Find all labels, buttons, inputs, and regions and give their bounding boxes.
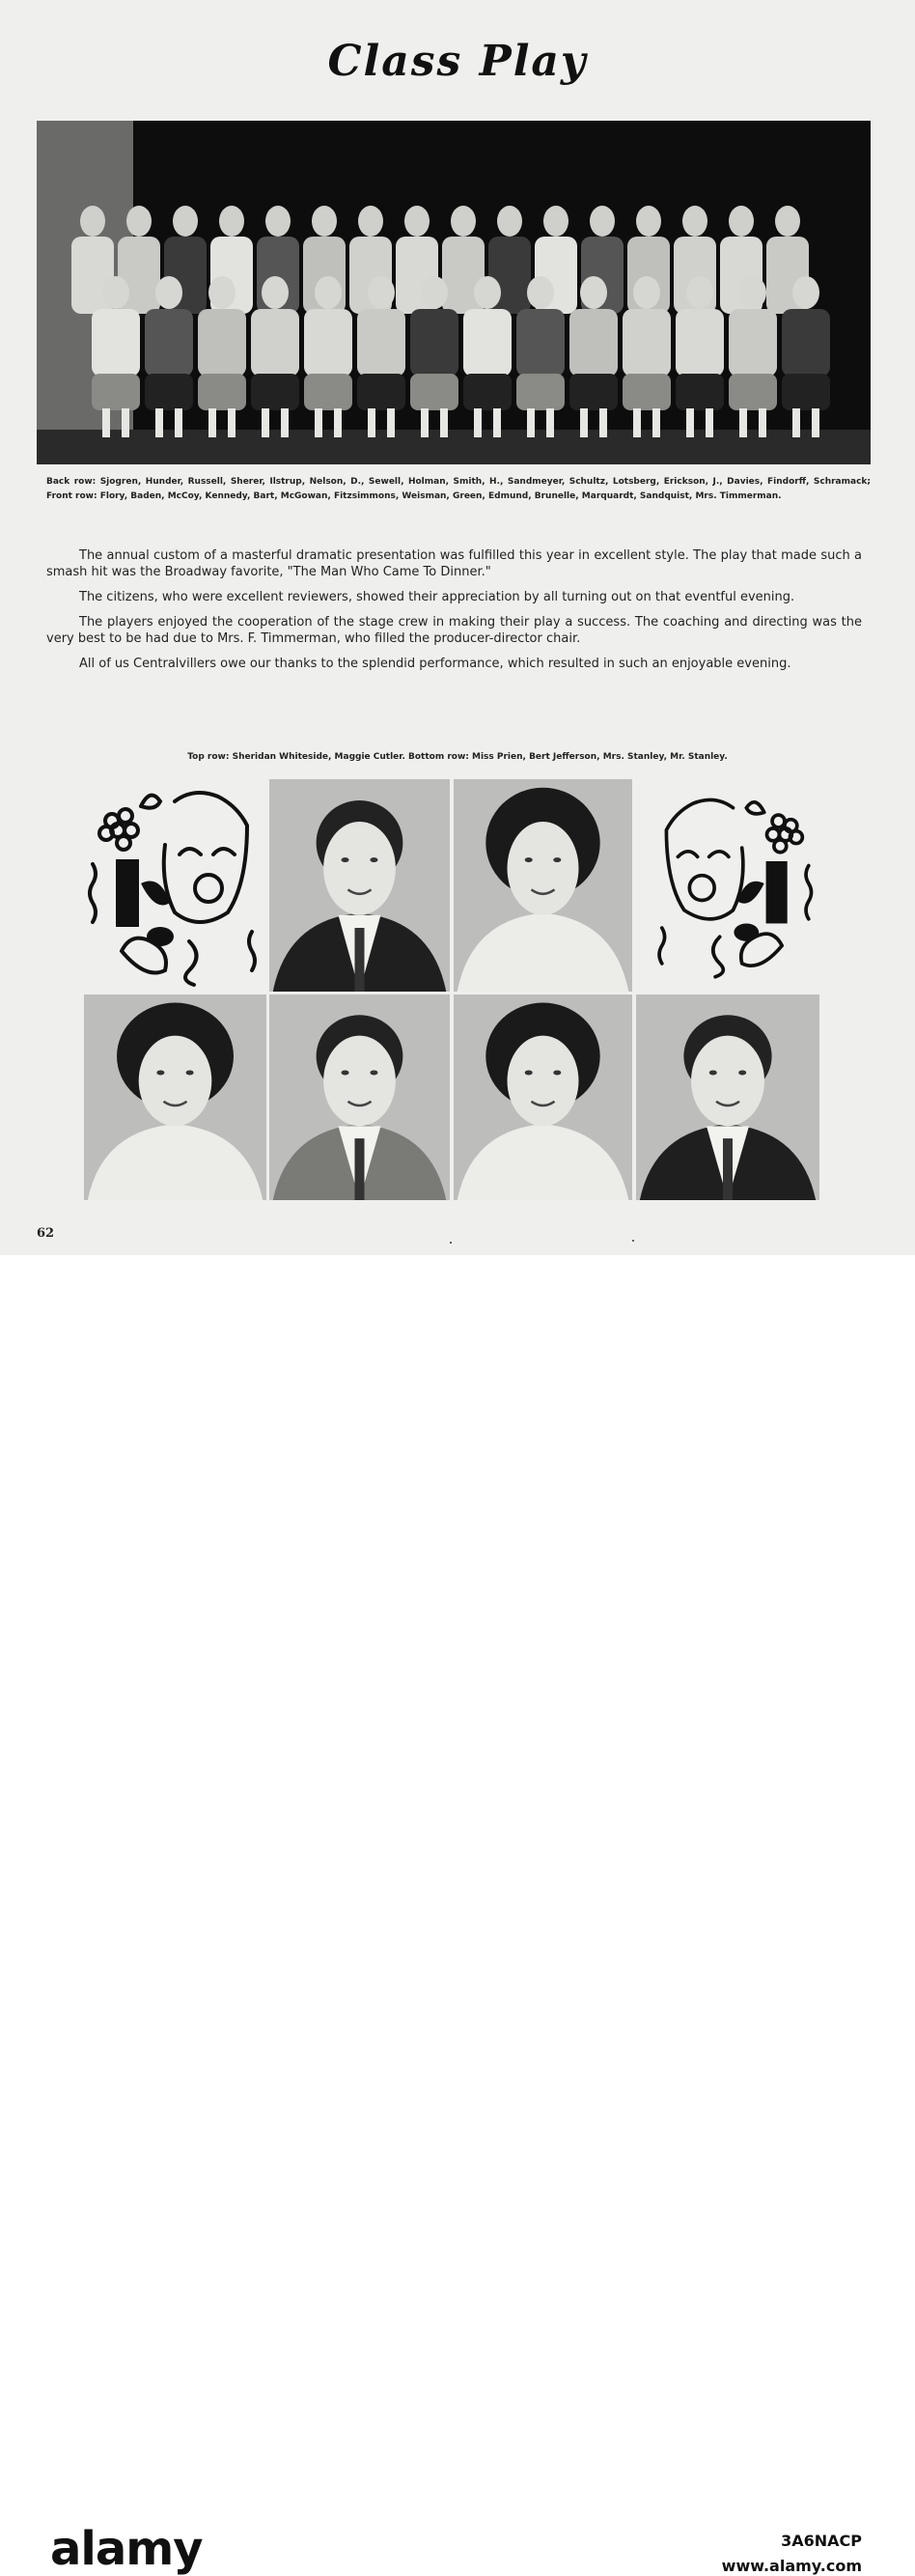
person-legs	[92, 374, 140, 410]
person-head	[265, 206, 291, 237]
group-photo	[37, 121, 871, 464]
person-leg	[493, 408, 501, 437]
person-head	[590, 206, 615, 237]
person-head	[686, 276, 713, 309]
person-head	[315, 276, 342, 309]
person-legs	[145, 374, 193, 410]
person-body	[782, 309, 830, 377]
print-speck	[450, 1242, 452, 1244]
portrait-maggie-cutler	[454, 779, 632, 992]
person-body	[304, 309, 352, 377]
person-legs	[410, 374, 458, 410]
person-body	[623, 309, 671, 377]
portrait-eye	[525, 857, 533, 862]
person-head	[729, 206, 754, 237]
person-leg	[368, 408, 375, 437]
watermark-footer	[0, 1255, 915, 2576]
person-head	[219, 206, 244, 237]
person-leg	[387, 408, 395, 437]
person-head	[527, 276, 554, 309]
portrait-drawing	[636, 994, 819, 1200]
portrait-eye	[709, 1070, 717, 1075]
person-legs	[357, 374, 405, 410]
portrait-mr-stanley	[636, 994, 819, 1200]
portrait-drawing	[269, 994, 450, 1200]
portrait-face	[139, 1036, 212, 1127]
portrait-eye	[553, 1070, 561, 1075]
page-number: 62	[37, 1226, 55, 1241]
person-body	[569, 309, 618, 377]
article-body	[46, 547, 862, 681]
person-leg	[208, 408, 216, 437]
person-leg	[262, 408, 269, 437]
page-title: Class Play	[327, 37, 588, 86]
person-leg	[228, 408, 236, 437]
person-legs	[623, 374, 671, 410]
portrait-necktie	[355, 1138, 365, 1200]
person-body	[410, 309, 458, 377]
person-body	[198, 309, 246, 377]
person-legs	[782, 374, 830, 410]
person-leg	[706, 408, 713, 437]
person-leg	[315, 408, 322, 437]
portrait-bert-jefferson	[269, 994, 450, 1200]
person-body	[145, 309, 193, 377]
person-leg	[599, 408, 607, 437]
person-head	[497, 206, 522, 237]
person-head	[358, 206, 383, 237]
portrait-eye	[370, 1070, 377, 1075]
person-leg	[686, 408, 694, 437]
portrait-shoulders	[88, 1124, 263, 1200]
portrait-face	[508, 1036, 579, 1127]
person-head	[421, 276, 448, 309]
theater-mask-illustration-right	[649, 777, 818, 990]
article-paragraph: The annual custom of a masterful dramatic presentation was fulfilled this year in excellent style. The play that made such a smash hit was the Broadway favorite, "The Man Who Came To Dinner."	[46, 548, 862, 579]
person-legs	[251, 374, 299, 410]
portrait-shoulders	[458, 1124, 629, 1200]
portrait-face	[323, 822, 396, 915]
person-head	[208, 276, 236, 309]
person-head	[173, 206, 198, 237]
person-head	[126, 206, 152, 237]
portrait-sheridan-whiteside	[269, 779, 450, 992]
person-legs	[676, 374, 724, 410]
person-leg	[580, 408, 588, 437]
person-head	[633, 276, 660, 309]
person-legs	[304, 374, 352, 410]
person-head	[155, 276, 182, 309]
person-leg	[175, 408, 182, 437]
person-body	[676, 309, 724, 377]
portrait-necktie	[723, 1138, 733, 1200]
person-leg	[122, 408, 129, 437]
person-head	[739, 276, 766, 309]
person-head	[262, 276, 289, 309]
portrait-eye	[342, 1070, 349, 1075]
person-body	[463, 309, 512, 377]
portrait-drawing	[84, 994, 266, 1200]
person-leg	[546, 408, 554, 437]
person-head	[102, 276, 129, 309]
theater-mask-illustration-left	[83, 777, 266, 990]
group-photo-caption: Back row: Sjogren, Hunder, Russell, Sherer, Ilstrup, Nelson, D., Sewell, Holman, Smith, H., Sandmeyer, Schultz, Lotsberg, Erickson, J., Davies, Findorff, Schramack; Front row: Flory, Baden, McCoy, Kennedy, Bart, McGowan, Fitzsimmons, Weisman, Green, Edmund, Brunelle, Marquardt, Sandquist, Mrs. Timmerman.	[46, 477, 871, 501]
portrait-necktie	[355, 928, 365, 992]
portrait-drawing	[454, 779, 632, 992]
person-leg	[792, 408, 800, 437]
portrait-eye	[342, 857, 349, 862]
portrait-drawing	[269, 779, 450, 992]
portrait-face	[508, 822, 579, 915]
person-head	[404, 206, 430, 237]
person-leg	[633, 408, 641, 437]
image-id: 3A6NACP	[781, 2532, 862, 2550]
person-head	[80, 206, 105, 237]
person-leg	[652, 408, 660, 437]
person-body	[251, 309, 299, 377]
person-body	[516, 309, 565, 377]
person-leg	[759, 408, 766, 437]
person-leg	[474, 408, 482, 437]
person-head	[474, 276, 501, 309]
person-head	[775, 206, 800, 237]
article-paragraph: All of us Centralvillers owe our thanks to the splendid performance, which resulted in such an enjoyable evening.	[79, 657, 791, 671]
article-paragraph: The citizens, who were excellent reviewers, showed their appreciation by all turning out on that eventful evening.	[79, 590, 795, 604]
group-photo-drawing	[37, 121, 871, 464]
person-legs	[463, 374, 512, 410]
person-legs	[569, 374, 618, 410]
person-leg	[739, 408, 747, 437]
yearbook-page	[0, 0, 915, 1255]
portrait-eye	[553, 857, 561, 862]
site-url: www.alamy.com	[721, 2557, 862, 2575]
person-leg	[102, 408, 110, 437]
person-leg	[281, 408, 289, 437]
portrait-eye	[525, 1070, 533, 1075]
print-speck	[632, 1240, 634, 1242]
person-leg	[812, 408, 819, 437]
person-body	[92, 309, 140, 377]
portrait-face	[323, 1036, 396, 1127]
person-head	[792, 276, 819, 309]
portrait-drawing	[454, 994, 632, 1200]
person-head	[636, 206, 661, 237]
portrait-miss-prien	[84, 994, 266, 1200]
alamy-logo: alamy	[50, 2522, 203, 2576]
person-leg	[440, 408, 448, 437]
person-head	[543, 206, 568, 237]
portrait-eye	[738, 1070, 746, 1075]
person-leg	[421, 408, 429, 437]
portrait-face	[691, 1036, 764, 1127]
portrait-shoulders	[458, 913, 629, 992]
portrait-eye	[370, 857, 377, 862]
person-legs	[729, 374, 777, 410]
person-head	[451, 206, 476, 237]
person-leg	[155, 408, 163, 437]
person-head	[312, 206, 337, 237]
portrait-eye	[156, 1070, 164, 1075]
person-leg	[334, 408, 342, 437]
person-head	[682, 206, 707, 237]
article-paragraph: The players enjoyed the cooperation of the stage crew in making their play a success. The coaching and directing was the very best to be had due to Mrs. F. Timmerman, who filled the producer-director chair.	[46, 615, 862, 646]
person-leg	[527, 408, 535, 437]
person-legs	[198, 374, 246, 410]
person-head	[368, 276, 395, 309]
person-body	[357, 309, 405, 377]
portrait-eye	[186, 1070, 194, 1075]
person-legs	[516, 374, 565, 410]
portrait-mrs-stanley	[454, 994, 632, 1200]
person-head	[580, 276, 607, 309]
person-body	[729, 309, 777, 377]
cast-caption: Top row: Sheridan Whiteside, Maggie Cutler. Bottom row: Miss Prien, Bert Jefferson, Mrs. Stanley, Mr. Stanley.	[187, 752, 728, 762]
